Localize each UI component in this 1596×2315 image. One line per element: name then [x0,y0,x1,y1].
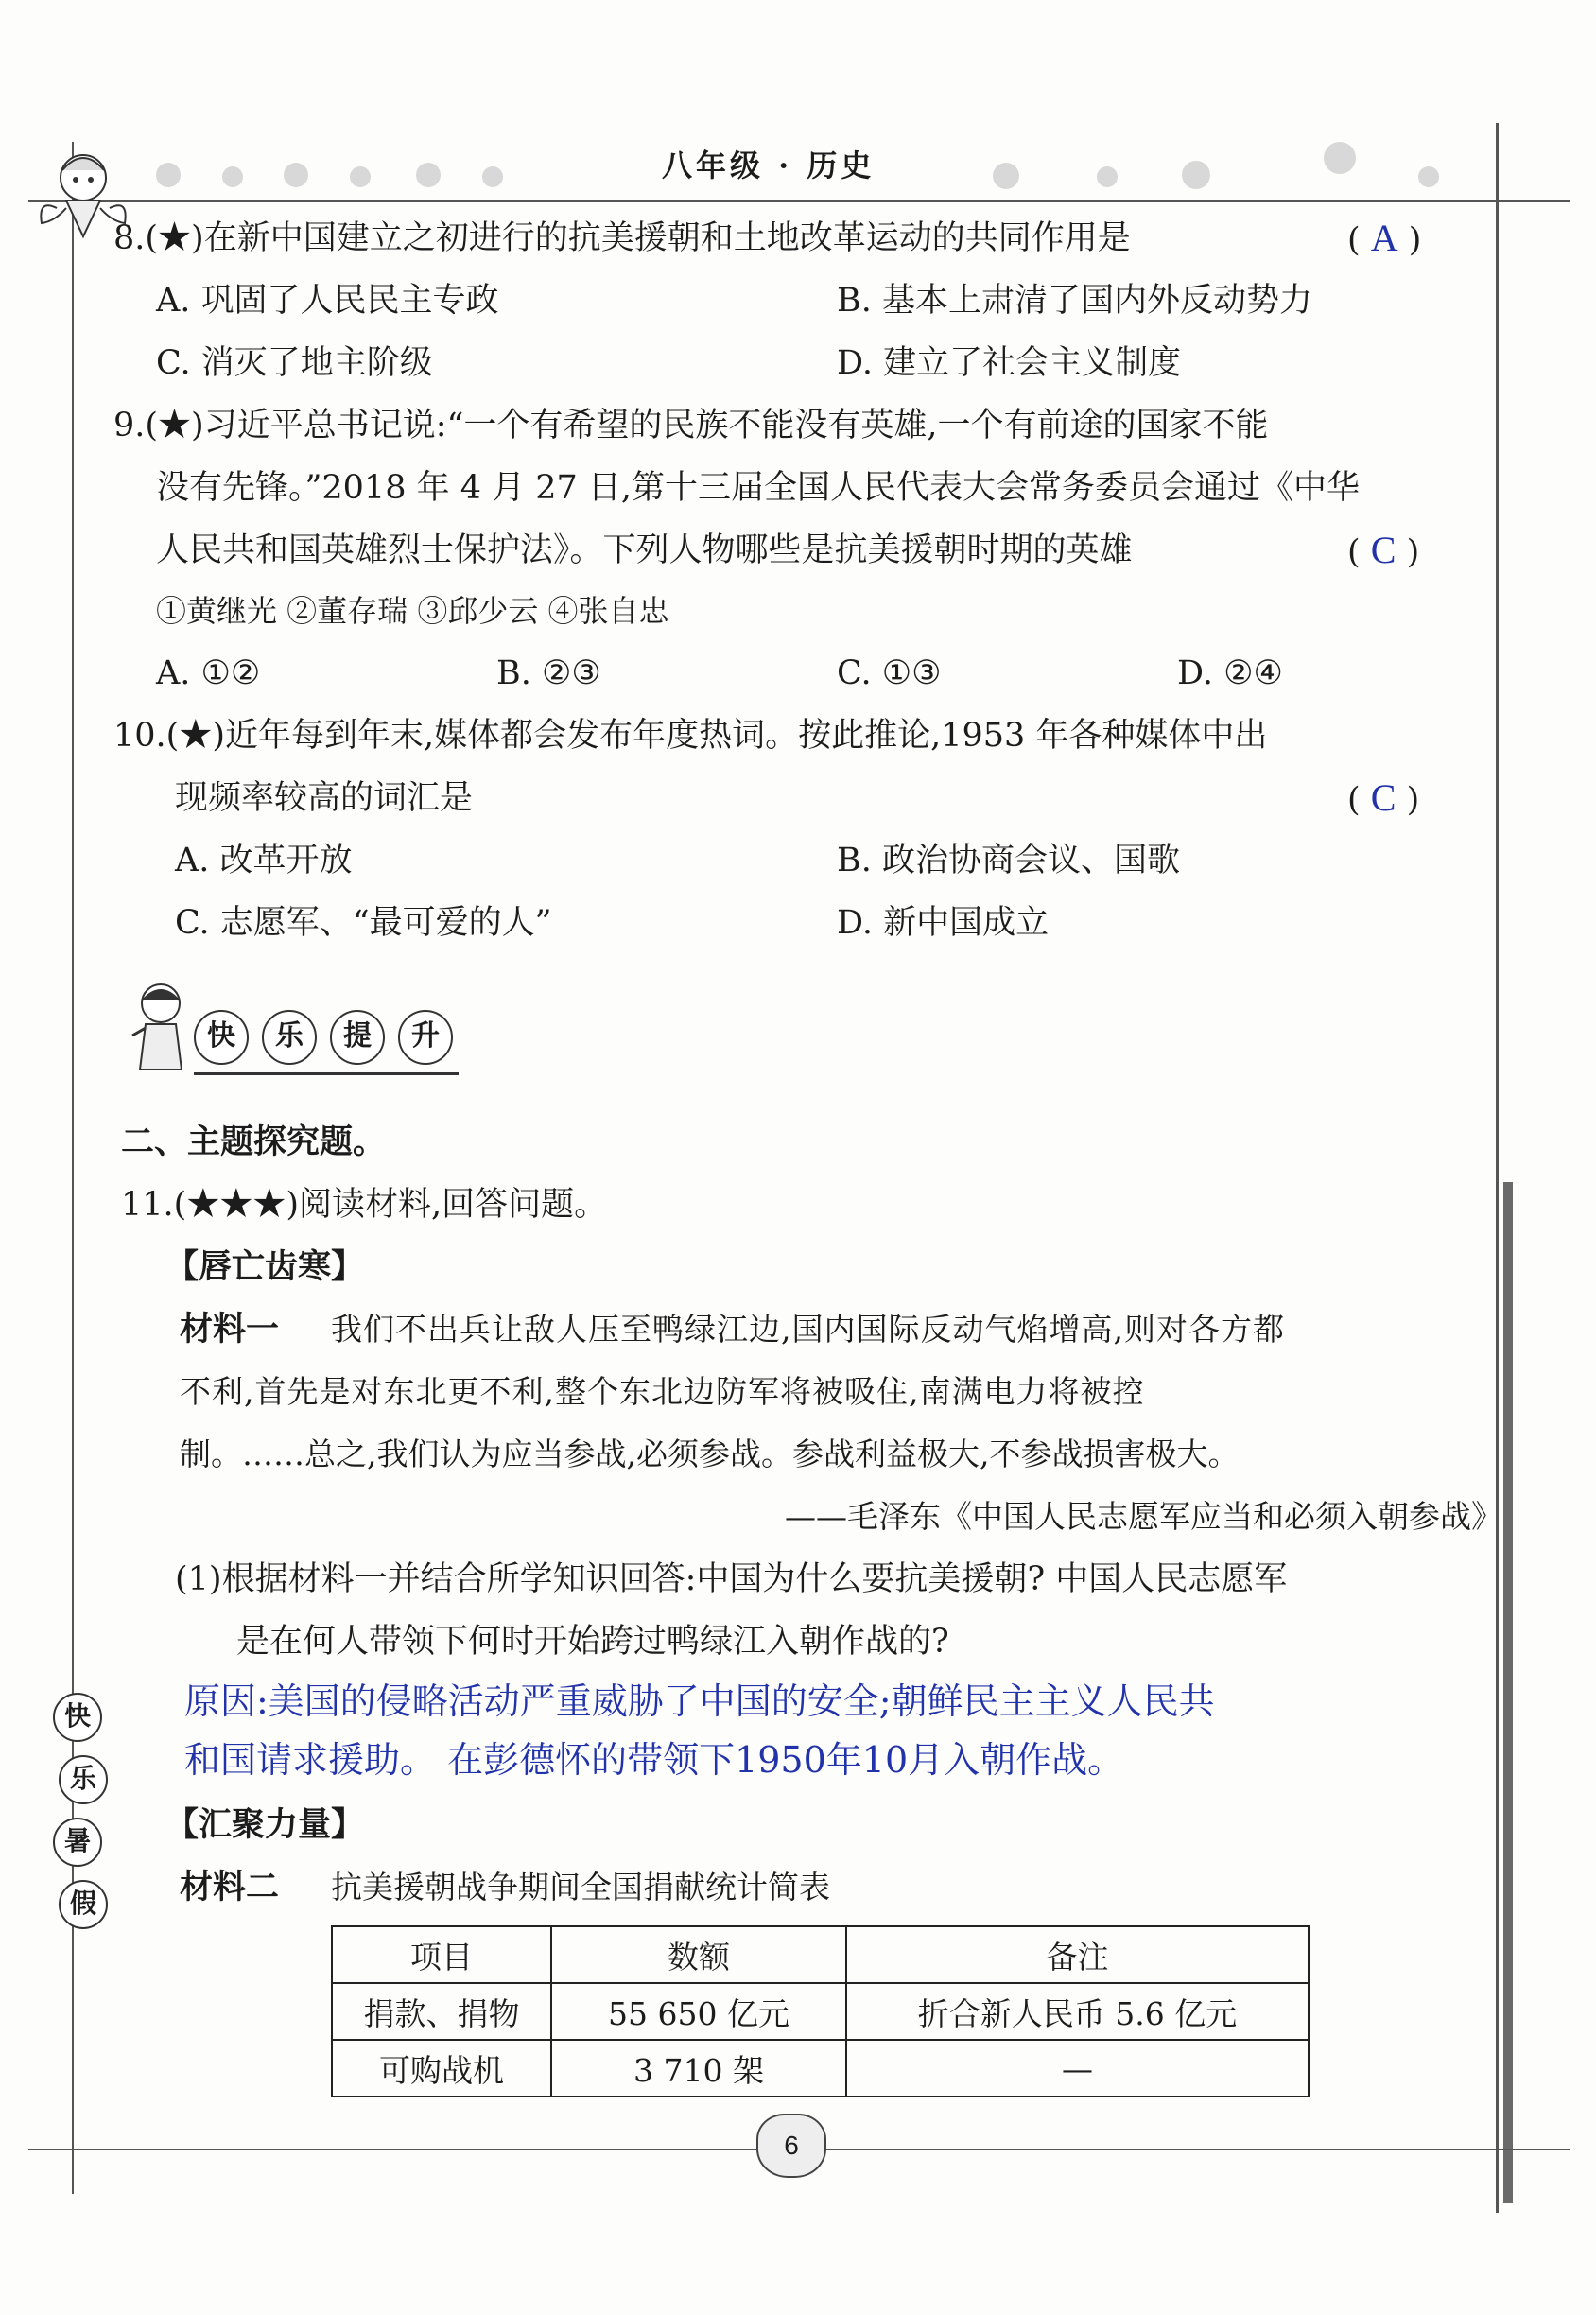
side-tab-char: 乐 [59,1755,108,1804]
header-dot [222,166,243,187]
header-dot [1418,166,1439,187]
q10-stem-line2: 现频率较高的词汇是 [175,779,474,817]
banner-char: 提 [330,1010,385,1065]
right-margin-line [1496,123,1499,2213]
q10-option-d: D. 新中国成立 [837,904,1050,942]
q9-option-a: A. ①② [156,654,261,692]
header-rule [28,200,1570,202]
q8-option-a: A. 巩固了人民民主专政 [156,282,499,320]
q9-option-c: C. ①③ [837,654,942,692]
q8-answer: A [1370,217,1398,259]
q10-stem-line1: 10.(★)近年每到年末,媒体都会发布年度热词。按此推论,1953 年各种媒体中出 [113,717,1268,755]
q8-option-d: D. 建立了社会主义制度 [837,344,1182,382]
material1-line2: 不利,首先是对东北更不利,整个东北边防军将被吸住,南满电力将被控 [180,1373,1145,1410]
material1-label: 材料一 [180,1310,280,1349]
header-dot [1097,166,1118,187]
tag-chunwang-chihan: 【唇亡齿寒】 [165,1247,365,1286]
header-dot [482,166,503,187]
handwritten-answer-line1: 原因:美国的侵略活动严重威胁了中国的安全;朝鲜民主主义人民共 [184,1680,1215,1722]
q9-answer: C [1370,529,1396,571]
q10-answer: C [1370,776,1396,819]
material1-line1: 我们不出兵让敌人压至鸭绿江边,国内国际反动气焰增高,则对各方都 [331,1311,1285,1348]
header-dot [284,163,308,187]
banner-char: 乐 [262,1010,317,1065]
q9-items: ①黄继光 ②董存瑞 ③邱少云 ④张自忠 [156,593,669,629]
table-header-row [332,1926,1309,1983]
q10-option-c: C. 志愿军、“最可爱的人” [175,904,552,942]
table-cell: 可购战机 [332,2040,551,2097]
material1-line3: 制。……总之,我们认为应当参战,必须参战。参战利益极大,不参战损害极大。 [180,1436,1240,1472]
header-dot [1182,161,1210,189]
banner-char: 升 [398,1010,453,1065]
q8-option-c: C. 消灭了地主阶级 [156,344,433,382]
tag-huiju-liliang: 【汇聚力量】 [165,1805,365,1844]
sub-question-1-line2: 是在何人带领下何时开始跨过鸭绿江入朝作战的? [236,1623,949,1661]
side-tab-char: 快 [53,1693,102,1742]
banner-char: 快 [194,1010,249,1065]
table-row [332,2040,1309,2097]
q10-option-a: A. 改革开放 [175,842,353,879]
header-dot [156,163,181,187]
sub-question-1-line1: (1)根据材料一并结合所学知识回答:中国为什么要抗美援朝? 中国人民志愿军 [175,1560,1288,1598]
q8-option-b: B. 基本上肃清了国内外反动势力 [837,282,1312,320]
table-header-cell: 备注 [846,1926,1309,1983]
material1-source: ——毛泽东《中国人民志愿军应当和必须入朝参战》 [785,1498,1502,1535]
banner-underline [194,1072,459,1075]
banner-kuaile-tisheng [194,1010,466,1065]
handwritten-answer-line2: 和国请求援助。 在彭德怀的带领下1950年10月入朝作战。 [184,1739,1124,1781]
q9-stem-line2: 没有先锋。”2018 年 4 月 27 日,第十三届全国人民代表大会常务委员会通过《中华 [156,469,1361,507]
part2-heading: 二、主题探究题。 [121,1123,387,1161]
q10-answer-bracket: ( C ) [1347,776,1420,819]
q9-answer-bracket: ( C ) [1347,529,1420,571]
q8-answer-bracket: ( A ) [1347,217,1422,259]
table-cell: 3 710 架 [551,2040,846,2097]
q9-stem-line1: 9.(★)习近平总书记说:“一个有希望的民族不能没有英雄,一个有前途的国家不能 [113,407,1269,444]
header-dot [1324,142,1356,174]
page-number: 6 [756,2114,826,2178]
header-dot [416,163,441,187]
table-row [332,1983,1309,2040]
right-margin-bar [1503,1182,1513,2203]
material2-label: 材料二 [180,1868,280,1906]
q9-stem-line3: 人民共和国英雄烈士保护法》。下列人物哪些是抗美援朝时期的英雄 [156,531,1133,569]
donation-table [331,1925,1310,2097]
student-mascot-icon [123,979,199,1083]
q11-stem: 11.(★★★)阅读材料,回答问题。 [121,1186,608,1224]
header-dot [993,163,1019,189]
table-cell: 捐款、捐物 [332,1983,551,2040]
header-dot [350,166,371,187]
side-tab-char: 暑 [53,1818,102,1867]
side-tab-char: 假 [59,1880,108,1929]
table-cell: 55 650 亿元 [551,1983,846,2040]
table-cell: — [846,2040,1309,2097]
q9-option-b: B. ②③ [496,654,601,692]
material2-title: 抗美援朝战争期间全国捐献统计简表 [331,1869,830,1906]
q8-stem: 8.(★)在新中国建立之初进行的抗美援朝和土地改革运动的共同作用是 [113,219,1131,257]
q9-option-d: D. ②④ [1177,654,1283,692]
q10-option-b: B. 政治协商会议、国歌 [837,842,1180,879]
table-header-cell: 数额 [551,1926,846,1983]
table-cell: 折合新人民币 5.6 亿元 [846,1983,1309,2040]
page-header-title: 八年级 · 历史 [662,148,876,183]
table-header-cell: 项目 [332,1926,551,1983]
